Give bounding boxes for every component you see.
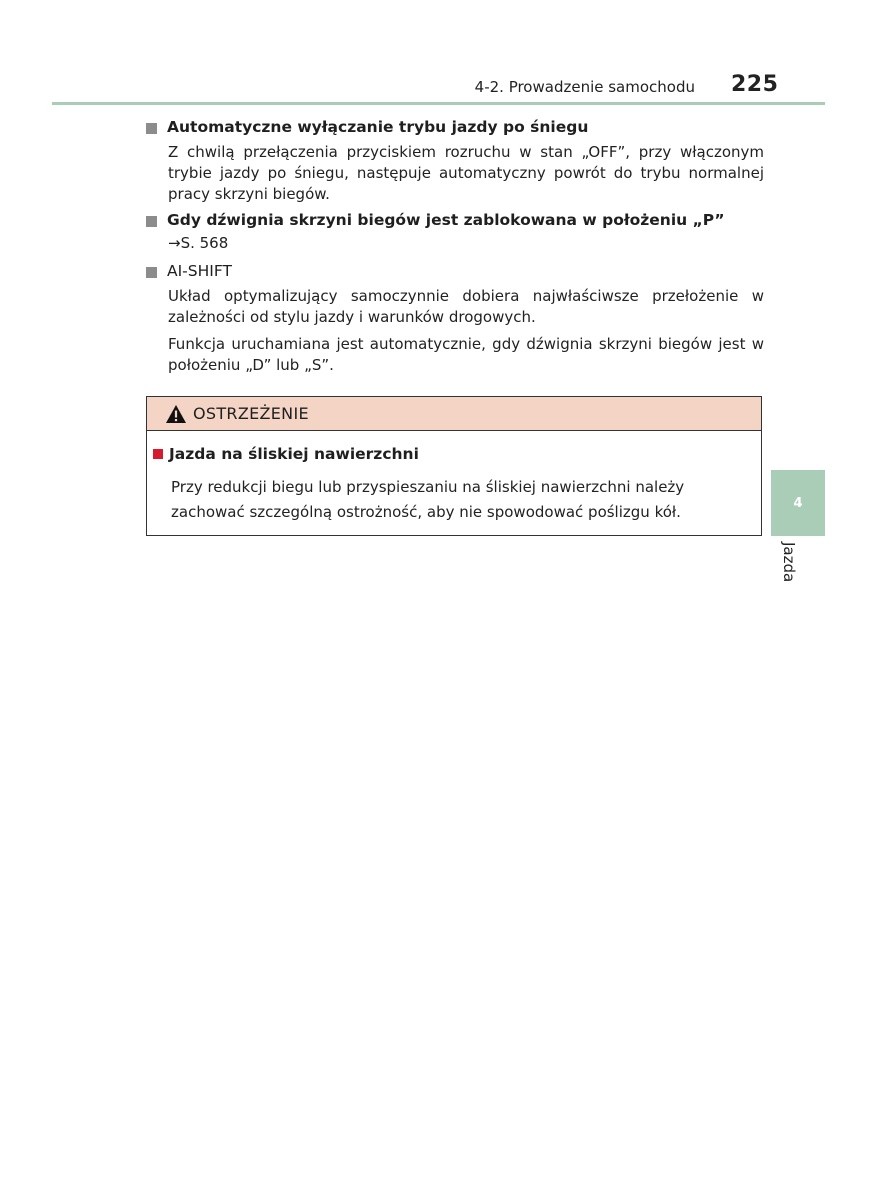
section-paragraph: Układ optymalizujący samoczynnie dobiera najwłaściwsze przełożenie w zależności od stylu jazdy i warunków drogowych. (168, 287, 764, 326)
header-divider (52, 102, 825, 105)
section-gear-lever-locked (146, 211, 764, 254)
chapter-label-text: Jazda (780, 542, 798, 583)
warning-triangle-icon (165, 404, 187, 424)
chapter-label (772, 542, 812, 602)
section-ai-shift (146, 262, 764, 376)
square-bullet-icon (146, 267, 157, 278)
section-title: Gdy dźwignia skrzyni biegów jest zablokowana w położeniu „P” (167, 211, 725, 229)
chapter-tab (771, 470, 825, 536)
warning-title: OSTRZEŻENIE (193, 404, 309, 423)
warning-header (147, 397, 761, 431)
square-bullet-icon (146, 216, 157, 227)
page-reference: →S. 568 (168, 234, 229, 252)
section-title: AI-SHIFT (167, 262, 232, 280)
section-heading (146, 262, 764, 280)
section-snow-mode-auto-off (146, 118, 764, 205)
square-bullet-icon (146, 123, 157, 134)
warning-subtitle: Jazda na śliskiej nawierzchni (169, 445, 419, 463)
warning-box (146, 396, 762, 536)
warning-text: Przy redukcji biegu lub przyspieszaniu na śliskiej nawierzchni należy zachować szczególną ostrożność, aby nie spowodować poślizgu kół. (171, 478, 685, 521)
page-number: 225 (731, 72, 779, 97)
section-paragraph: Z chwilą przełączenia przyciskiem rozruchu w stan „OFF”, przy włączonym trybie jazdy po śniegu, następuje automatyczny powrót do trybu normalnej pracy skrzyni biegów. (168, 143, 764, 203)
chapter-number: 4 (793, 495, 803, 511)
section-heading (146, 118, 764, 136)
section-title: Automatyczne wyłączanie trybu jazdy po śniegu (167, 118, 589, 136)
running-header: 4-2. Prowadzenie samochodu (474, 78, 695, 96)
warning-subheading (153, 445, 419, 463)
red-square-bullet-icon (153, 449, 163, 459)
section-paragraph: Funkcja uruchamiana jest automatycznie, gdy dźwignia skrzyni biegów jest w położeniu „D” lub „S”. (168, 335, 764, 374)
section-heading (146, 211, 764, 229)
